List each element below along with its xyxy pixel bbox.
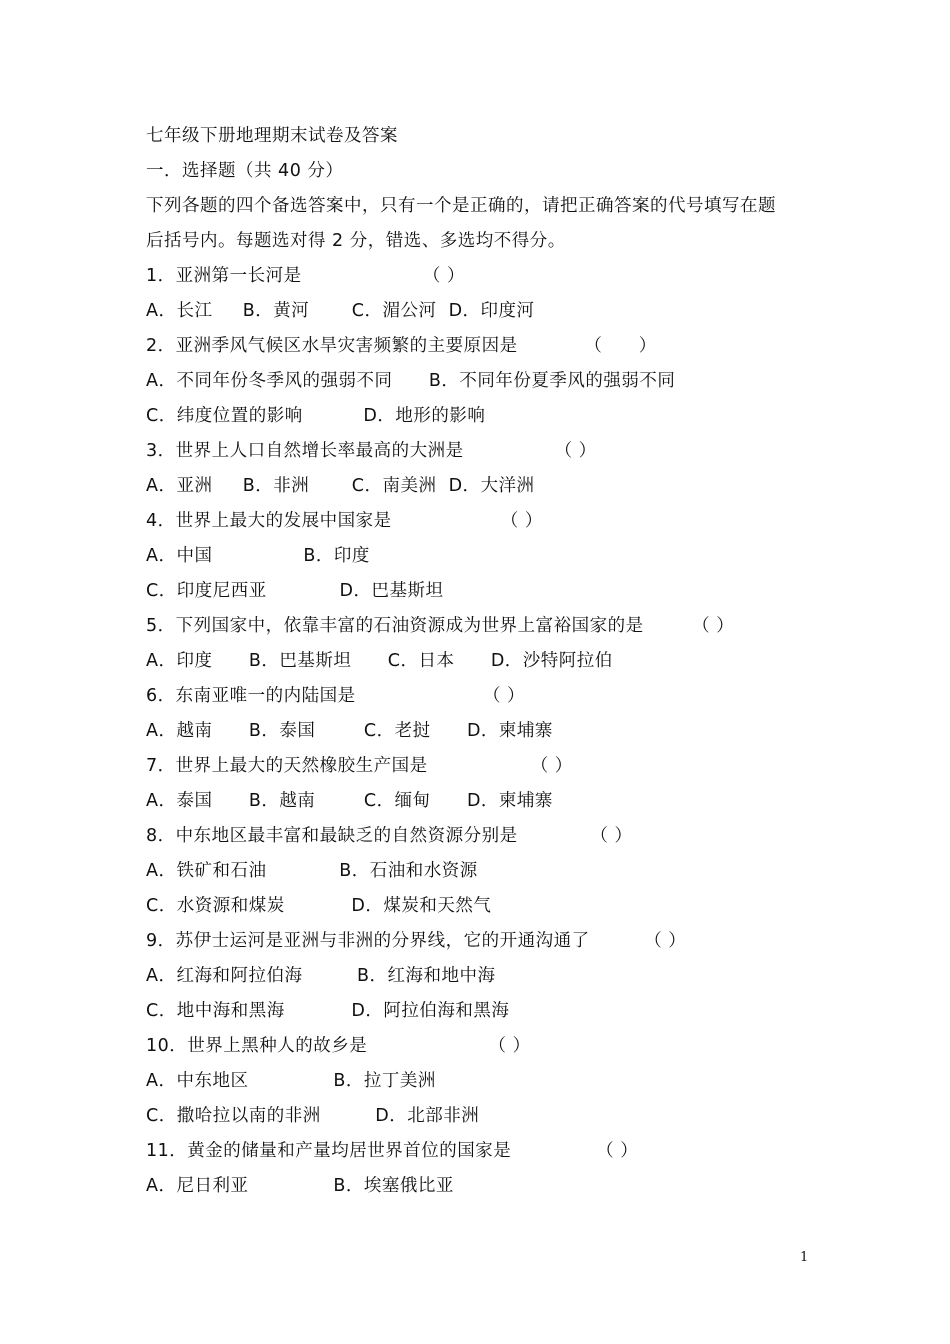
instruction-line: 后括号内。每题选对得 2 分，错选、多选均不得分。 xyxy=(146,231,566,251)
options-line: A．中国 B．印度 xyxy=(146,546,370,566)
options-line: C．撒哈拉以南的非洲 D．北部非洲 xyxy=(146,1106,480,1126)
question-line: 9．苏伊士运河是亚洲与非洲的分界线，它的开通沟通了 （ ） xyxy=(146,931,687,951)
options-line: C．水资源和煤炭 D．煤炭和天然气 xyxy=(146,896,492,916)
options-line: A．不同年份冬季风的强弱不同 B．不同年份夏季风的强弱不同 xyxy=(146,371,676,391)
question-line: 7．世界上最大的天然橡胶生产国是 （ ） xyxy=(146,756,573,776)
document-title: 七年级下册地理期末试卷及答案 xyxy=(146,126,398,146)
options-line: A．尼日利亚 B．埃塞俄比亚 xyxy=(146,1176,454,1196)
options-line: A．泰国 B．越南 C．缅甸 D．柬埔寨 xyxy=(146,791,553,811)
question-line: 6．东南亚唯一的内陆国是 （ ） xyxy=(146,686,526,706)
options-line: A．中东地区 B．拉丁美洲 xyxy=(146,1071,436,1091)
options-line: A．长江 B．黄河 C．湄公河 D．印度河 xyxy=(146,301,535,321)
options-line: A．印度 B．巴基斯坦 C．日本 D．沙特阿拉伯 xyxy=(146,651,613,671)
question-line: 3．世界上人口自然增长率最高的大洲是 （ ） xyxy=(146,441,597,461)
options-line: C．纬度位置的影响 D．地形的影响 xyxy=(146,406,486,426)
question-line: 10．世界上黑种人的故乡是 （ ） xyxy=(146,1036,531,1056)
question-line: 2．亚洲季风气候区水旱灾害频繁的主要原因是 （ ） xyxy=(146,336,657,356)
question-line: 11．黄金的储量和产量均居世界首位的国家是 （ ） xyxy=(146,1141,639,1161)
question-line: 1．亚洲第一长河是 （ ） xyxy=(146,266,465,286)
options-line: C．地中海和黑海 D．阿拉伯海和黑海 xyxy=(146,1001,510,1021)
question-line: 8．中东地区最丰富和最缺乏的自然资源分别是 （ ） xyxy=(146,826,633,846)
question-line: 4．世界上最大的发展中国家是 （ ） xyxy=(146,511,543,531)
options-line: A．越南 B．泰国 C．老挝 D．柬埔寨 xyxy=(146,721,553,741)
page-number: 1 xyxy=(800,1250,809,1265)
options-line: A．红海和阿拉伯海 B．红海和地中海 xyxy=(146,966,496,986)
instruction-line: 下列各题的四个备选答案中，只有一个是正确的，请把正确答案的代号填写在题 xyxy=(146,196,776,216)
question-line: 5．下列国家中，依靠丰富的石油资源成为世界上富裕国家的是 （ ） xyxy=(146,616,735,636)
options-line: C．印度尼西亚 D．巴基斯坦 xyxy=(146,581,444,601)
section-heading: 一．选择题（共 40 分） xyxy=(146,161,344,181)
options-line: A．亚洲 B．非洲 C．南美洲 D．大洋洲 xyxy=(146,476,535,496)
options-line: A．铁矿和石油 B．石油和水资源 xyxy=(146,861,478,881)
